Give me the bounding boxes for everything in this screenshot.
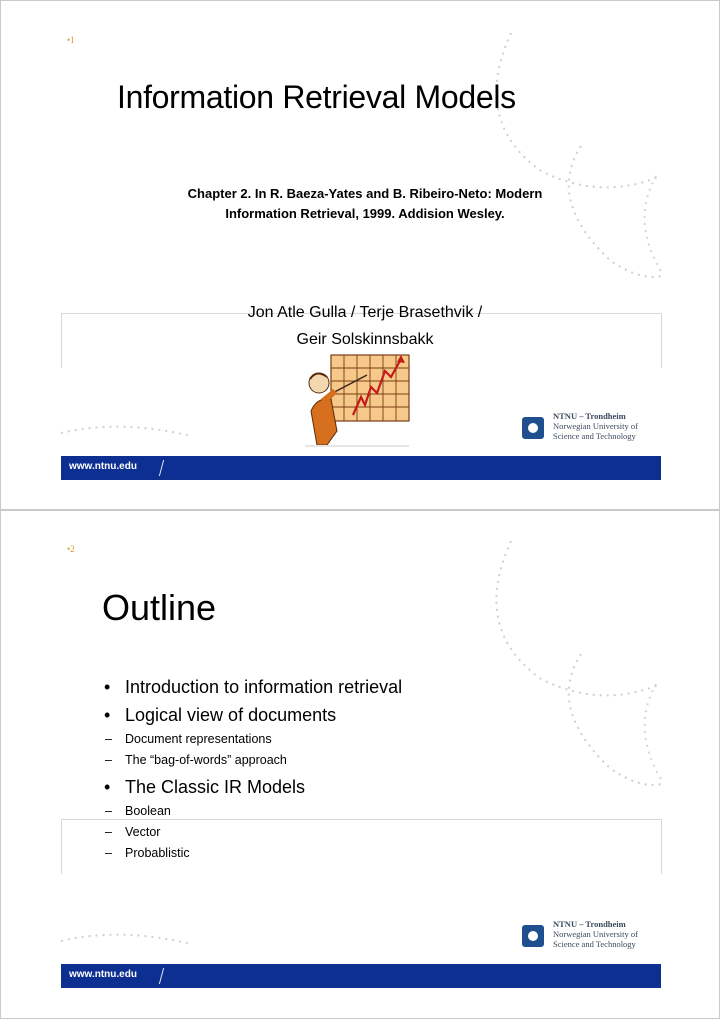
outline-sublist-container <box>101 729 402 771</box>
logo-line-1: NTNU – Trondheim <box>553 411 626 421</box>
outline-sublist <box>101 729 402 771</box>
outline-list <box>101 673 402 866</box>
footer-bar <box>61 456 661 480</box>
logo-line-2: Norwegian University of <box>553 929 638 939</box>
footer-divider <box>159 968 164 984</box>
authors-line-1: Jon Atle Gulla / Terje Brasethvik / <box>247 304 483 321</box>
outline-subitem: – Probablistic <box>101 843 402 864</box>
footer-bar <box>61 964 661 988</box>
outline-item <box>101 773 402 801</box>
outline-subitem: – The “bag-of-words” approach <box>101 750 402 771</box>
subtitle-line-2: Information Retrieval, 1999. Addision Wesley. <box>225 206 505 221</box>
slide-2 <box>0 510 720 1019</box>
logo-line-2: Norwegian University of <box>553 421 638 431</box>
frame-left-line <box>61 819 62 874</box>
presenter-chart-clipart <box>305 353 411 447</box>
outline-sublist-container <box>101 801 402 864</box>
logo-line-3: Science and Technology <box>553 431 636 441</box>
outline-subitem: – Boolean <box>101 801 402 822</box>
subtitle-line-1: Chapter 2. In R. Baeza-Yates and B. Ribeiro-Neto: Modern <box>187 186 543 201</box>
outline-item-label: The Classic IR Models <box>125 777 306 797</box>
outline-item <box>101 673 402 701</box>
slide-number: •2 <box>67 544 75 554</box>
logo-line-1: NTNU – Trondheim <box>553 919 626 929</box>
footer-url: www.ntnu.edu <box>69 461 137 472</box>
outline-subitem: – Document representations <box>101 729 402 750</box>
logo-line-3: Science and Technology <box>553 939 636 949</box>
slide-number: •1 <box>67 35 75 45</box>
authors <box>61 299 669 353</box>
frame-right-line <box>661 819 662 874</box>
slide-title: Outline <box>102 587 217 628</box>
outline-sublist <box>101 801 402 864</box>
ntnu-emblem-icon <box>522 925 544 947</box>
authors-line-2: Geir Solskinnsbakk <box>296 331 434 348</box>
footer-divider <box>159 460 164 476</box>
outline-subitem: – Vector <box>101 822 402 843</box>
slide-subtitle <box>61 184 669 224</box>
ntnu-emblem-icon <box>522 417 544 439</box>
outline-item-label: Introduction to information retrieval <box>125 677 403 697</box>
outline-item <box>101 701 402 729</box>
outline-item-label: Logical view of documents <box>125 705 337 725</box>
slide-title: Information Retrieval Models <box>117 79 516 115</box>
footer-url: www.ntnu.edu <box>69 969 137 980</box>
